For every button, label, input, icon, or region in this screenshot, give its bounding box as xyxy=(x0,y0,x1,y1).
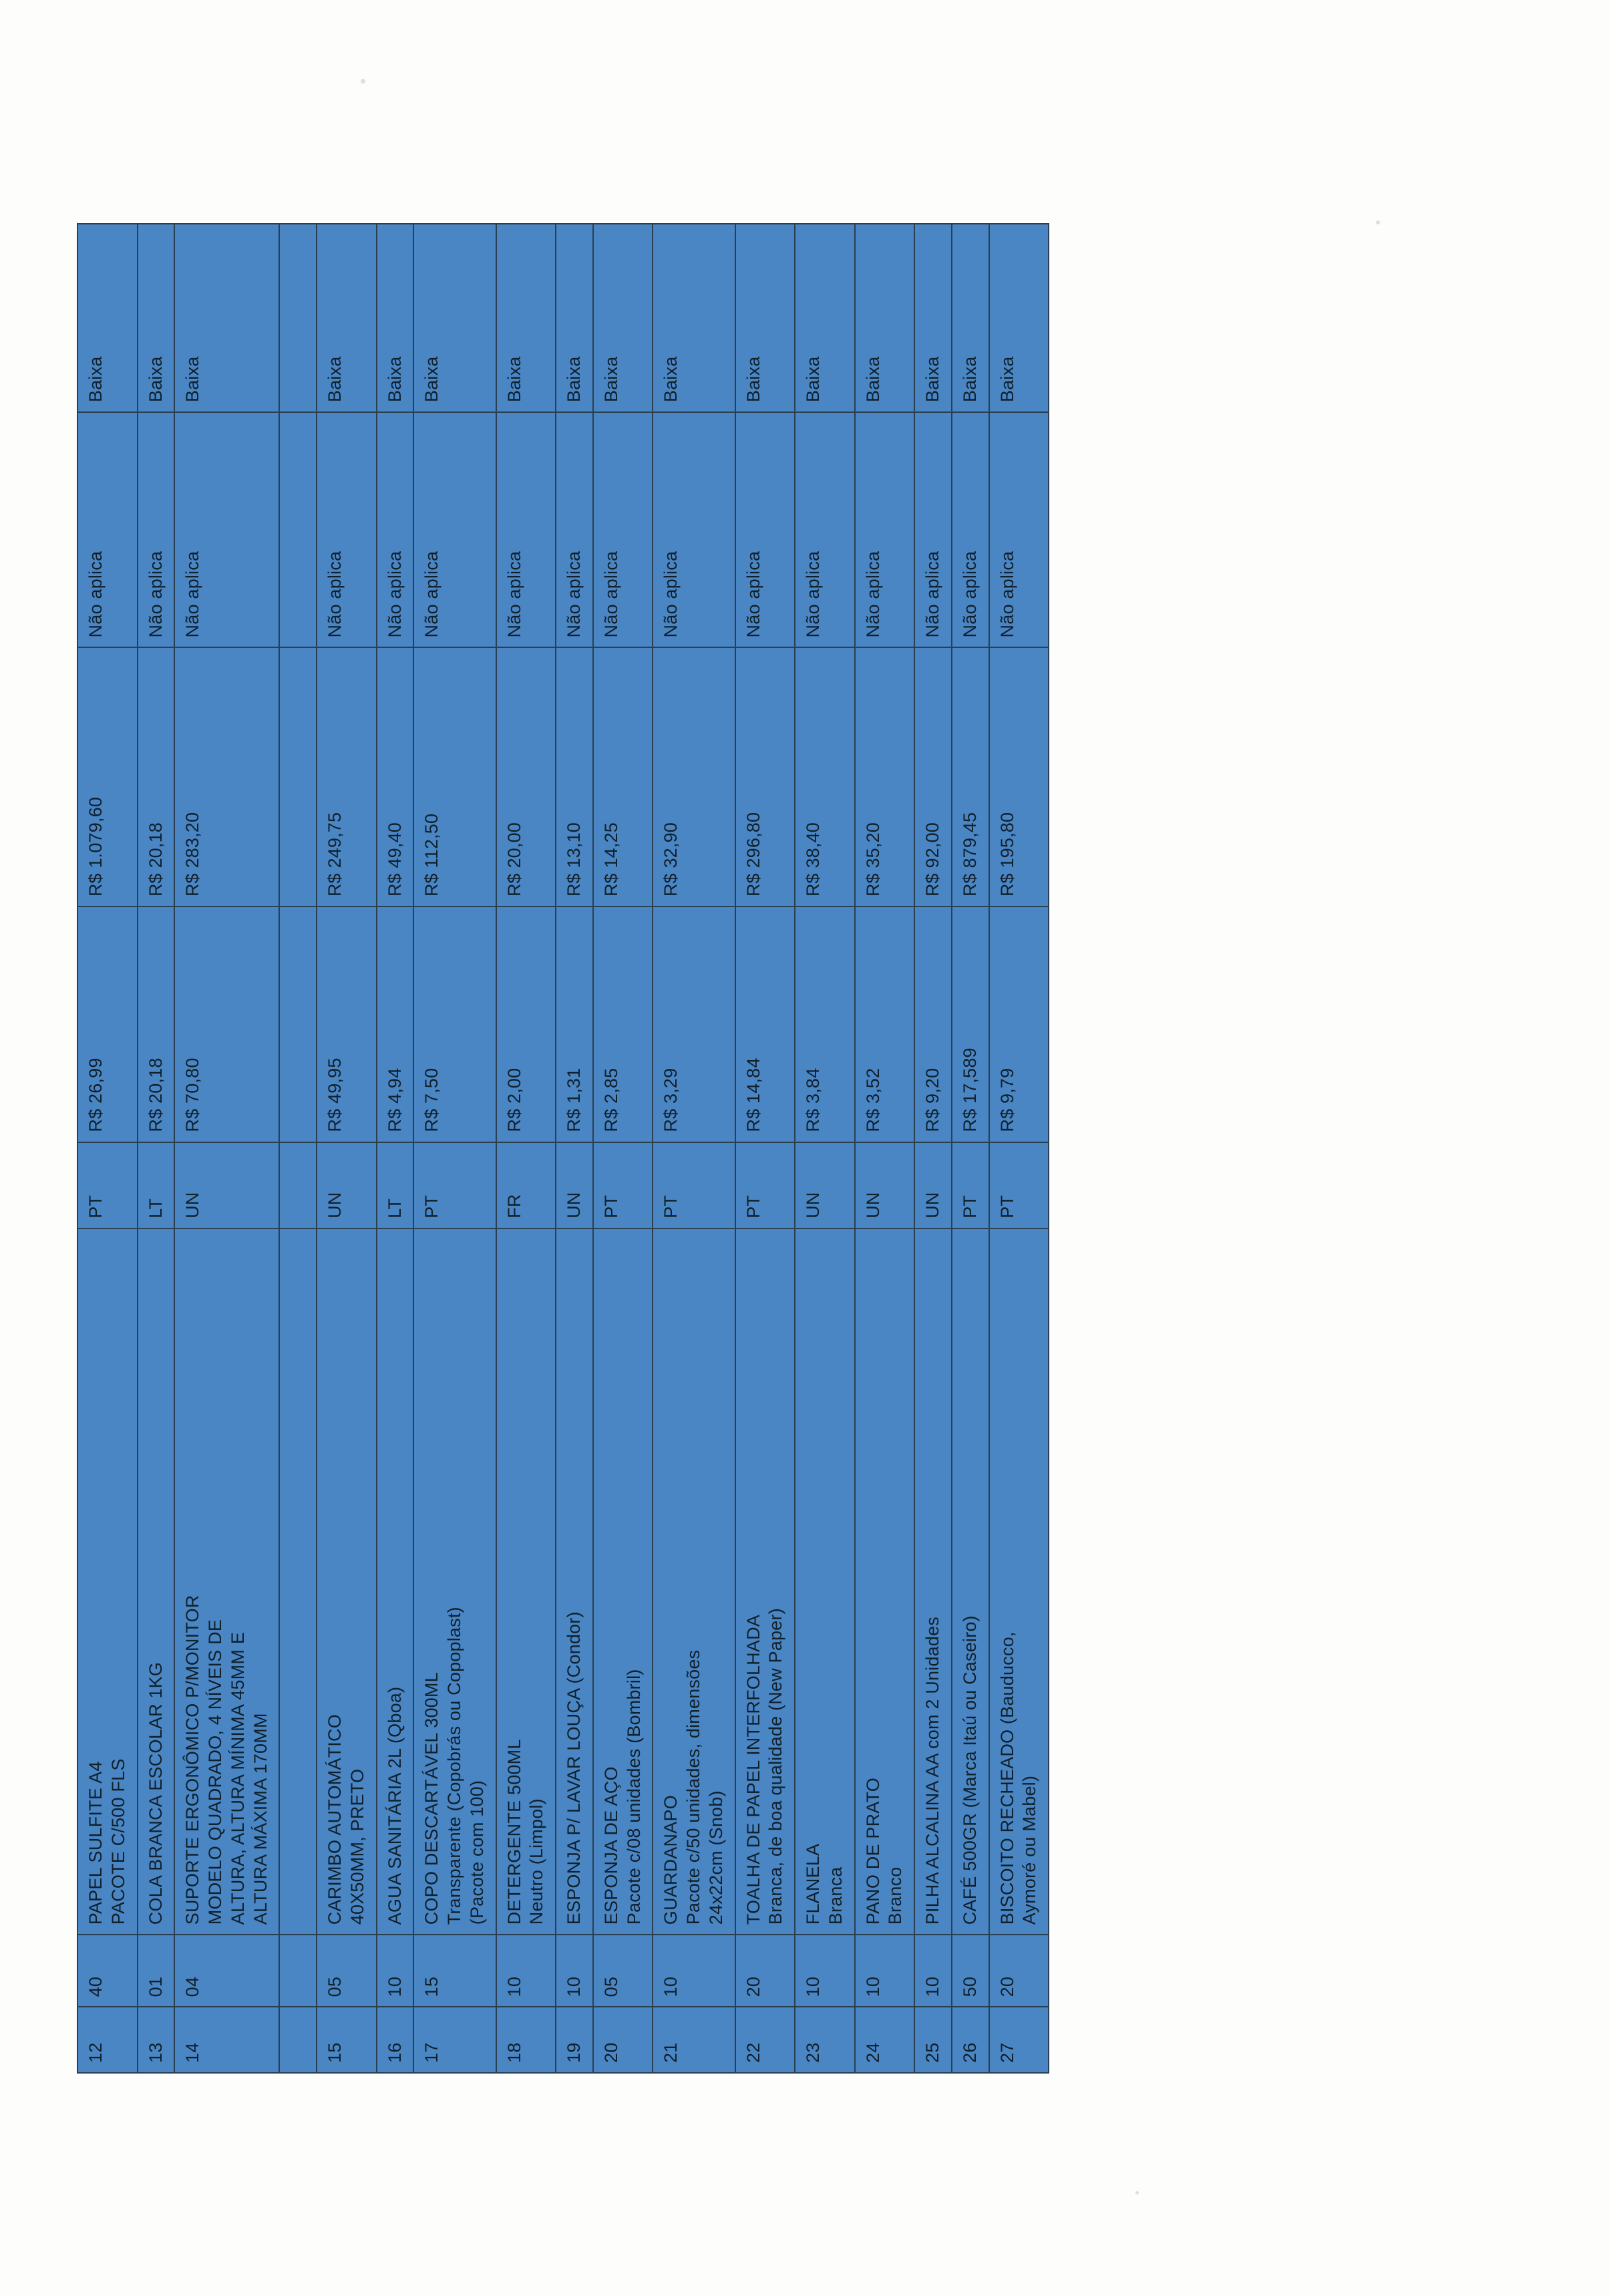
cell-classe: Baixa xyxy=(496,224,556,412)
cell-total-value: R$ 1.079,60 xyxy=(77,647,138,907)
cell-total-value: R$ 92,00 xyxy=(914,647,952,907)
cell-classe: Baixa xyxy=(989,224,1049,412)
desc-line: Pacote c/50 unidades, dimensões xyxy=(683,1649,703,1925)
cell-classe: Baixa xyxy=(592,224,653,412)
cell-desc xyxy=(77,1228,138,1934)
cell-unit-value xyxy=(279,907,317,1142)
cell-un: PT xyxy=(989,1142,1049,1228)
cell-marca: Não aplica xyxy=(653,412,735,647)
cell-qtd: 40 xyxy=(77,1935,138,2007)
cell-qtd: 10 xyxy=(556,1935,593,2007)
cell-unit-value: R$ 2,00 xyxy=(496,907,556,1142)
cell-classe: Baixa xyxy=(795,224,855,412)
cell-unit-value: R$ 14,84 xyxy=(735,907,795,1142)
cell-desc xyxy=(376,1228,413,1934)
cell-unit-value: R$ 2,85 xyxy=(592,907,653,1142)
desc-line: CARIMBO AUTOMÁTICO xyxy=(324,1713,345,1925)
items-table xyxy=(77,223,1049,2074)
cell-qtd: 10 xyxy=(496,1935,556,2007)
cell-item: 15 xyxy=(317,2007,377,2073)
desc-line: PANO DE PRATO xyxy=(862,1777,882,1925)
desc-line: Branca, de boa qualidade (New Paper) xyxy=(765,1607,785,1925)
cell-qtd: 10 xyxy=(914,1935,952,2007)
cell-un: PT xyxy=(653,1142,735,1228)
cell-qtd: 50 xyxy=(951,1935,989,2007)
cell-qtd: 05 xyxy=(592,1935,653,2007)
cell-marca: Não aplica xyxy=(592,412,653,647)
cell-un: UN xyxy=(914,1142,952,1228)
cell-marca: Não aplica xyxy=(854,412,914,647)
cell-marca: Não aplica xyxy=(914,412,952,647)
table-row xyxy=(137,224,174,2073)
desc-line: ALTURA, ALTURA MÍNIMA 45MM E xyxy=(227,1631,248,1925)
cell-qtd xyxy=(279,1935,317,2007)
table-row-empty xyxy=(279,224,317,2073)
cell-qtd: 10 xyxy=(854,1935,914,2007)
table-row xyxy=(174,224,279,2073)
desc-line: Branca xyxy=(825,1866,846,1925)
cell-item: 14 xyxy=(174,2007,279,2073)
cell-qtd: 20 xyxy=(735,1935,795,2007)
desc-line: ESPONJA DE AÇO xyxy=(600,1766,621,1925)
desc-line: ESPONJA P/ LAVAR LOUÇA (Condor) xyxy=(563,1611,584,1925)
desc-line: Transparente (Copobrás ou Copoplast) xyxy=(443,1606,464,1925)
cell-item: 18 xyxy=(496,2007,556,2073)
cell-item: 24 xyxy=(854,2007,914,2073)
desc-line: TOALHA DE PAPEL INTERFOLHADA xyxy=(743,1614,763,1925)
cell-total-value: R$ 38,40 xyxy=(795,647,855,907)
cell-un: UN xyxy=(556,1142,593,1228)
cell-item: 23 xyxy=(795,2007,855,2073)
table-row xyxy=(592,224,653,2073)
cell-marca: Não aplica xyxy=(795,412,855,647)
cell-desc xyxy=(653,1228,735,1934)
cell-unit-value: R$ 17,589 xyxy=(951,907,989,1142)
cell-total-value: R$ 32,90 xyxy=(653,647,735,907)
cell-unit-value: R$ 3,84 xyxy=(795,907,855,1142)
table-row xyxy=(989,224,1049,2073)
cell-desc xyxy=(556,1228,593,1934)
cell-desc xyxy=(914,1228,952,1934)
cell-unit-value: R$ 1,31 xyxy=(556,907,593,1142)
cell-un: PT xyxy=(77,1142,138,1228)
cell-desc xyxy=(735,1228,795,1934)
desc-line xyxy=(287,1238,309,1924)
desc-line: (Pacote com 100) xyxy=(466,1780,487,1925)
cell-total-value: R$ 112,50 xyxy=(413,647,496,907)
table-row xyxy=(413,224,496,2073)
cell-marca: Não aplica xyxy=(174,412,279,647)
cell-un: FR xyxy=(496,1142,556,1228)
desc-line: PACOTE C/500 FLS xyxy=(108,1758,128,1925)
desc-line: Aymoré ou Mabel) xyxy=(1019,1775,1039,1925)
cell-classe: Baixa xyxy=(951,224,989,412)
desc-line: Pacote c/08 unidades (Bombril) xyxy=(623,1669,643,1925)
desc-line: ALTURA MÁXIMA 170MM xyxy=(250,1712,270,1925)
cell-item: 17 xyxy=(413,2007,496,2073)
cell-total-value: R$ 879,45 xyxy=(951,647,989,907)
table-row xyxy=(77,224,138,2073)
cell-unit-value: R$ 4,94 xyxy=(376,907,413,1142)
scan-speck xyxy=(1135,2191,1139,2194)
cell-marca: Não aplica xyxy=(989,412,1049,647)
table-row xyxy=(735,224,795,2073)
cell-desc xyxy=(854,1228,914,1934)
cell-total-value: R$ 14,25 xyxy=(592,647,653,907)
cell-qtd: 20 xyxy=(989,1935,1049,2007)
cell-qtd: 10 xyxy=(795,1935,855,2007)
cell-total-value: R$ 249,75 xyxy=(317,647,377,907)
cell-classe: Baixa xyxy=(137,224,174,412)
desc-line: FLANELA xyxy=(802,1843,823,1925)
cell-desc xyxy=(137,1228,174,1934)
cell-desc xyxy=(317,1228,377,1934)
table-row xyxy=(496,224,556,2073)
desc-line: Branco xyxy=(884,1866,905,1925)
table-row xyxy=(795,224,855,2073)
cell-qtd: 04 xyxy=(174,1935,279,2007)
cell-total-value: R$ 35,20 xyxy=(854,647,914,907)
cell-classe: Baixa xyxy=(556,224,593,412)
cell-item: 16 xyxy=(376,2007,413,2073)
cell-marca: Não aplica xyxy=(951,412,989,647)
cell-item: 26 xyxy=(951,2007,989,2073)
desc-line: DETERGENTE 500ML xyxy=(504,1738,524,1925)
desc-line: COPO DESCARTÁVEL 300ML xyxy=(421,1671,441,1925)
cell-item: 20 xyxy=(592,2007,653,2073)
cell-unit-value: R$ 3,52 xyxy=(854,907,914,1142)
cell-marca: Não aplica xyxy=(376,412,413,647)
desc-line: GUARDANAPO xyxy=(660,1794,681,1925)
cell-marca: Não aplica xyxy=(137,412,174,647)
cell-un: PT xyxy=(592,1142,653,1228)
cell-classe: Baixa xyxy=(653,224,735,412)
desc-line: CAFÉ 500GR (Marca Itaú ou Caseiro) xyxy=(959,1615,980,1925)
cell-desc xyxy=(279,1228,317,1934)
desc-line: 40X50MM, PRETO xyxy=(347,1768,367,1925)
cell-unit-value: R$ 3,29 xyxy=(653,907,735,1142)
cell-total-value xyxy=(279,647,317,907)
cell-classe: Baixa xyxy=(174,224,279,412)
cell-marca: Não aplica xyxy=(77,412,138,647)
cell-unit-value: R$ 7,50 xyxy=(413,907,496,1142)
cell-classe: Baixa xyxy=(376,224,413,412)
table-row xyxy=(914,224,952,2073)
cell-un: UN xyxy=(174,1142,279,1228)
cell-desc xyxy=(174,1228,279,1934)
cell-item: 12 xyxy=(77,2007,138,2073)
cell-un: PT xyxy=(735,1142,795,1228)
cell-classe: Baixa xyxy=(735,224,795,412)
cell-desc xyxy=(592,1228,653,1934)
cell-marca xyxy=(279,412,317,647)
desc-line: 24x22cm (Snob) xyxy=(705,1790,726,1925)
cell-marca: Não aplica xyxy=(317,412,377,647)
cell-qtd: 05 xyxy=(317,1935,377,2007)
cell-total-value: R$ 296,80 xyxy=(735,647,795,907)
desc-line: BISCOITO RECHEADO (Bauducco, xyxy=(997,1631,1017,1925)
cell-un xyxy=(279,1142,317,1228)
cell-total-value: R$ 20,18 xyxy=(137,647,174,907)
cell-desc xyxy=(951,1228,989,1934)
cell-item: 21 xyxy=(653,2007,735,2073)
cell-total-value: R$ 283,20 xyxy=(174,647,279,907)
cell-un: PT xyxy=(951,1142,989,1228)
cell-unit-value: R$ 49,95 xyxy=(317,907,377,1142)
cell-item: 25 xyxy=(914,2007,952,2073)
cell-classe xyxy=(279,224,317,412)
cell-desc xyxy=(795,1228,855,1934)
cell-qtd: 10 xyxy=(653,1935,735,2007)
cell-total-value: R$ 20,00 xyxy=(496,647,556,907)
cell-marca: Não aplica xyxy=(735,412,795,647)
cell-un: PT xyxy=(413,1142,496,1228)
rotated-table-stage xyxy=(77,223,1533,2074)
cell-marca: Não aplica xyxy=(496,412,556,647)
table-row xyxy=(951,224,989,2073)
desc-line: COLA BRANCA ESCOLAR 1KG xyxy=(145,1661,165,1925)
cell-item: 19 xyxy=(556,2007,593,2073)
table-row xyxy=(854,224,914,2073)
cell-un: LT xyxy=(137,1142,174,1228)
desc-line: MODELO QUADRADO, 4 NÍVEIS DE xyxy=(204,1619,225,1925)
table-row xyxy=(376,224,413,2073)
cell-item xyxy=(279,2007,317,2073)
cell-qtd: 15 xyxy=(413,1935,496,2007)
scan-speck xyxy=(1376,220,1380,224)
cell-unit-value: R$ 9,20 xyxy=(914,907,952,1142)
cell-marca: Não aplica xyxy=(413,412,496,647)
cell-un: UN xyxy=(317,1142,377,1228)
cell-desc xyxy=(413,1228,496,1934)
cell-item: 27 xyxy=(989,2007,1049,2073)
cell-classe: Baixa xyxy=(317,224,377,412)
cell-classe: Baixa xyxy=(413,224,496,412)
cell-total-value: R$ 13,10 xyxy=(556,647,593,907)
cell-qtd: 10 xyxy=(376,1935,413,2007)
cell-unit-value: R$ 70,80 xyxy=(174,907,279,1142)
cell-total-value: R$ 49,40 xyxy=(376,647,413,907)
desc-line: PAPEL SULFITE A4 xyxy=(85,1760,106,1925)
desc-line: AGUA SANITÁRIA 2L (Qboa) xyxy=(384,1686,404,1925)
scan-speck xyxy=(361,79,365,84)
cell-desc xyxy=(496,1228,556,1934)
cell-classe: Baixa xyxy=(854,224,914,412)
table-row xyxy=(653,224,735,2073)
cell-qtd: 01 xyxy=(137,1935,174,2007)
cell-unit-value: R$ 26,99 xyxy=(77,907,138,1142)
cell-item: 22 xyxy=(735,2007,795,2073)
table-row xyxy=(317,224,377,2073)
cell-classe: Baixa xyxy=(914,224,952,412)
desc-line: SUPORTE ERGONÔMICO P/MONITOR xyxy=(182,1595,202,1925)
cell-unit-value: R$ 9,79 xyxy=(989,907,1049,1142)
table-row xyxy=(556,224,593,2073)
cell-un: UN xyxy=(854,1142,914,1228)
desc-line: PILHA ALCALINA AA com 2 Unidades xyxy=(922,1616,942,1925)
cell-un: UN xyxy=(795,1142,855,1228)
cell-classe: Baixa xyxy=(77,224,138,412)
cell-marca: Não aplica xyxy=(556,412,593,647)
cell-unit-value: R$ 20,18 xyxy=(137,907,174,1142)
cell-item: 13 xyxy=(137,2007,174,2073)
cell-un: LT xyxy=(376,1142,413,1228)
desc-line: Neutro (Limpol) xyxy=(526,1798,546,1925)
cell-desc xyxy=(989,1228,1049,1934)
cell-total-value: R$ 195,80 xyxy=(989,647,1049,907)
